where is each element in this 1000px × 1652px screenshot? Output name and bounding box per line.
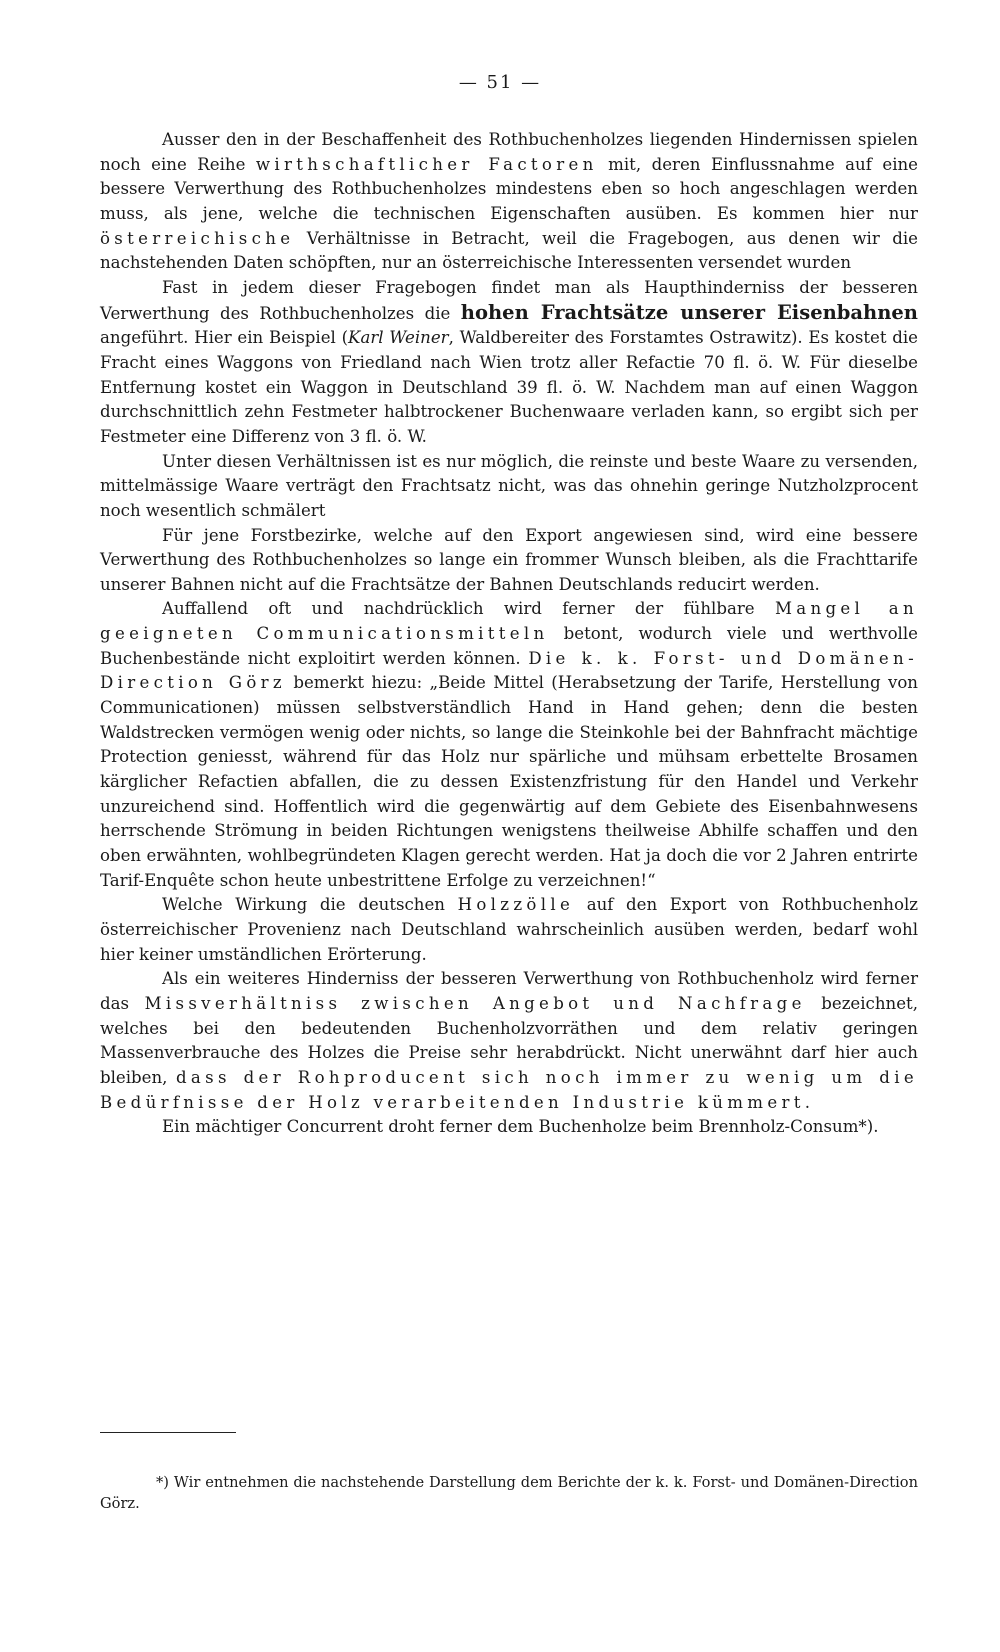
spaced-emphasis: Die k. k. Forst- und Domänen-Direction Görz [100, 648, 918, 693]
spaced-emphasis: dass der Rohproducent sich noch immer zu wenig um die Bedürfnisse der Holz verarbeitenden Industrie kümmert [100, 1067, 918, 1112]
paragraph: Ein mächtiger Concurrent droht ferner dem Buchenholze beim Brennholz-Consum*). [162, 1117, 879, 1137]
paragraph: Auffallend oft und nachdrücklich wird ferner der fühlbare Mangel an geeigneten Communicationsmitteln betont, wodurch viele und werthvolle Buchenbestände nicht exploitirt werden können. Die k. k. Forst- und Domänen-Direction Görz bemerkt hiezu: „Beide Mittel (Herabsetzung der Tarife, Herstellung von Communicationen) müssen selbstverständlich Hand in Hand gehen; denn die besten Waldstrecken vermögen wenig oder nichts, so lange die Steinkohle bei der Bahnfracht mächtige Protection geniesst, während für das Holz nur spärliche und mühsam erbettelte Brosamen kärglicher Refactien abfallen, die zu dessen Existenzfristung für den Handel und Verkehr unzureichend sind. Hoffentlich wird die gegenwärtig auf dem Gebiete des Eisenbahnwesens herrschende Strömung in beiden Richtungen wenigstens theilweise Abhilfe schaffen und den oben erwähnten, wohlbegründeten Klagen gerecht werden. Hat ja doch die vor 2 Jahren entrirte Tarif-Enquête schon heute unbestrittene Erfolge zu verzeichnen!“ [100, 599, 918, 890]
spaced-emphasis: Holzzölle [457, 895, 575, 915]
paragraph: Ausser den in der Beschaffenheit des Rothbuchenholzes liegenden Hindernissen spielen noch eine Reihe wirthschaftlicher Factoren mit, deren Einflussnahme auf eine bessere Verwerthung des Rothbuchenholzes mindestens eben so hoch angeschlagen werden muss, als jene, welche die technischen Eigenschaften ausüben. Es kommen hier nur österreichische Verhältnisse in Betracht, weil die Fragebogen, aus denen wir die nachstehenden Daten schöpften, nur an österreichische Interessenten versendet wurden [100, 130, 919, 273]
paragraph: Fast in jedem dieser Fragebogen findet man als Haupthinderniss der besseren Verwerthung des Rothbuchenholzes die hohen Frachtsätze unserer Eisenbahnen angeführt. Hier ein Beispiel (Karl Weiner, Waldbereiter des Forstamtes Ostrawitz). Es kostet die Fracht eines Waggons von Friedland nach Wien trotz aller Refactie 70 fl. ö. W. Für dieselbe Entfernung kostet ein Waggon in Deutschland 39 fl. ö. W. Nachdem man auf einen Waggon durchschnittlich zehn Festmeter halbtrockener Buchenwaare verladen kann, so ergibt sich per Festmeter eine Differenz von 3 fl. ö. W. [100, 277, 918, 446]
spaced-emphasis: Missverhältniss zwischen Angebot und Nachfrage [144, 993, 806, 1013]
body-text [100, 128, 918, 1140]
spaced-emphasis: wirthschaftlicher Factoren [255, 154, 598, 174]
italic-name: Karl Weiner [348, 328, 449, 348]
footnote: *) Wir entnehmen die nachstehende Darstellung dem Berichte der k. k. Forst- und Domänen-Direction Görz. [100, 1474, 918, 1512]
footnote-divider [100, 1432, 236, 1433]
spaced-emphasis: österreichische [100, 228, 295, 248]
paragraph: Unter diesen Verhältnissen ist es nur möglich, die reinste und beste Waare zu versenden, mittelmässige Waare verträgt den Frachtsatz nicht, was das ohnehin geringe Nutzholzprocent noch wesentlich schmälert [100, 451, 918, 520]
page-number: — 51 — [458, 72, 542, 93]
spaced-emphasis: Mangel an geeigneten Communicationsmitteln [100, 599, 918, 644]
paragraph: Für jene Forstbezirke, welche auf den Export angewiesen sind, wird eine bessere Verwerthung des Rothbuchenholzes so lange ein frommer Wunsch bleiben, als die Frachttarife unserer Bahnen nicht auf die Frachtsätze der Bahnen Deutschlands reducirt werden. [100, 525, 918, 594]
paragraph: Welche Wirkung die deutschen Holzzölle auf den Export von Rothbuchenholz österreichischer Provenienz nach Deutschland wahrscheinlich ausüben werden, bedarf wohl hier keiner umständlichen Erörterung. [100, 895, 918, 964]
bold-emphasis: hohen Frachtsätze unserer Eisenbahnen [460, 300, 918, 324]
paragraph: Als ein weiteres Hinderniss der besseren Verwerthung von Rothbuchenholz wird ferner das Missverhältniss zwischen Angebot und Nachfrage bezeichnet, welches bei den bedeutenden Buchenholzvorräthen und dem relativ geringen Massenverbrauche des Holzes die Preise sehr herabdrückt. Nicht unerwähnt darf hier auch bleiben, dass der Rohproducent sich noch immer zu wenig um die Bedürfnisse der Holz verarbeitenden Industrie kümmert. [100, 969, 918, 1112]
